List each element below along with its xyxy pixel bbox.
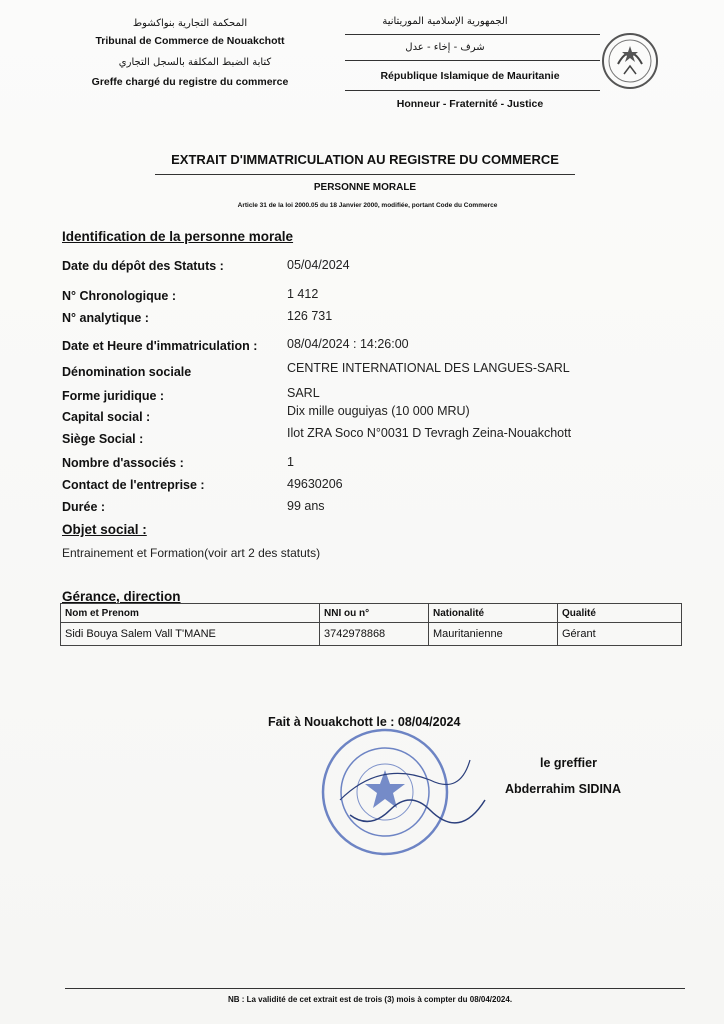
header-left-arabic-1: المحكمة التجارية بنواكشوط [132,18,248,29]
fait-a-text: Fait à Nouakchott le : 08/04/2024 [268,715,461,729]
field-label-immatriculation: Date et Heure d'immatriculation : [62,339,258,353]
field-label-chronologique: N° Chronologique : [62,289,177,303]
cell-qualite: Gérant [558,623,682,646]
table-header-qualite: Qualité [558,604,682,623]
footer-note: NB : La validité de cet extrait est de trois (3) mois à compter du 08/04/2024. [227,995,513,1004]
header-left-line-2: Greffe chargé du registre du commerce [91,76,289,88]
cell-nom: Sidi Bouya Salem Vall T'MANE [61,623,320,646]
signatory-title: le greffier [540,756,597,770]
field-value-associes: 1 [287,455,294,469]
field-label-siege: Siège Social : [62,432,144,446]
header-left-line-1: Tribunal de Commerce de Nouakchott [95,35,285,47]
field-value-analytique: 126 731 [287,309,333,323]
footer-divider [65,988,685,989]
field-label-forme: Forme juridique : [62,389,165,403]
table-row [61,623,682,646]
title-underline [155,174,575,175]
table-header-nationalite: Nationalité [429,604,558,623]
cell-nni: 3742978868 [320,623,429,646]
signatory-name: Abderrahim SIDINA [505,782,621,796]
field-value-contact: 49630206 [287,477,343,491]
table-header-nom: Nom et Prenom [61,604,320,623]
field-label-associes: Nombre d'associés : [62,456,184,470]
mauritania-emblem-icon [600,30,660,92]
gerance-table [60,603,682,646]
header-right-arabic-2: شرف - إخاء - عدل [405,42,485,53]
field-value-chronologique: 1 412 [287,287,319,301]
document-title: EXTRAIT D'IMMATRICULATION AU REGISTRE DU COMMERCE [171,152,559,167]
field-value-immatriculation: 08/04/2024 : 14:26:00 [287,337,409,351]
header-right-arabic-1: الجمهورية الإسلامية الموريتانية [382,16,508,27]
header-divider-mid [345,60,600,61]
document-subtitle: PERSONNE MORALE [313,182,417,193]
table-header-nni: NNI ou n° [320,604,429,623]
field-label-denomination: Dénomination sociale [62,365,192,379]
objet-social-text: Entrainement et Formation(voir art 2 des statuts) [62,546,321,560]
field-value-denomination: CENTRE INTERNATIONAL DES LANGUES-SARL [287,361,570,375]
gerance-table-header-row [61,604,682,623]
section-identification: Identification de la personne morale [62,229,294,244]
section-objet-social: Objet social : [62,522,147,537]
field-value-depot: 05/04/2024 [287,258,350,272]
field-value-capital: Dix mille ouguiyas (10 000 MRU) [287,404,470,418]
header-left-arabic-2: كتابة الضبط المكلفة بالسجل التجاري [118,57,272,68]
field-value-forme: SARL [287,386,320,400]
section-gerance: Gérance, direction [62,589,181,604]
official-stamp-icon [310,720,490,870]
header-divider-low [345,90,600,91]
header-divider-top [345,34,600,35]
header-right-line-2: Honneur - Fraternité - Justice [396,98,544,110]
field-label-capital: Capital social : [62,410,151,424]
field-label-depot: Date du dépôt des Statuts : [62,259,224,273]
field-label-analytique: N° analytique : [62,311,149,325]
legal-article: Article 31 de la loi 2000.05 du 18 Janvier 2000, modifiée, portant Code du Commerce [237,202,498,209]
cell-nationalite: Mauritanienne [429,623,558,646]
field-label-contact: Contact de l'entreprise : [62,478,205,492]
field-label-duree: Durée : [62,500,106,514]
field-value-duree: 99 ans [287,499,325,513]
field-value-siege: Ilot ZRA Soco N°0031 D Tevragh Zeina-Nouakchott [287,426,572,440]
header-right-line-1: République Islamique de Mauritanie [380,70,560,82]
